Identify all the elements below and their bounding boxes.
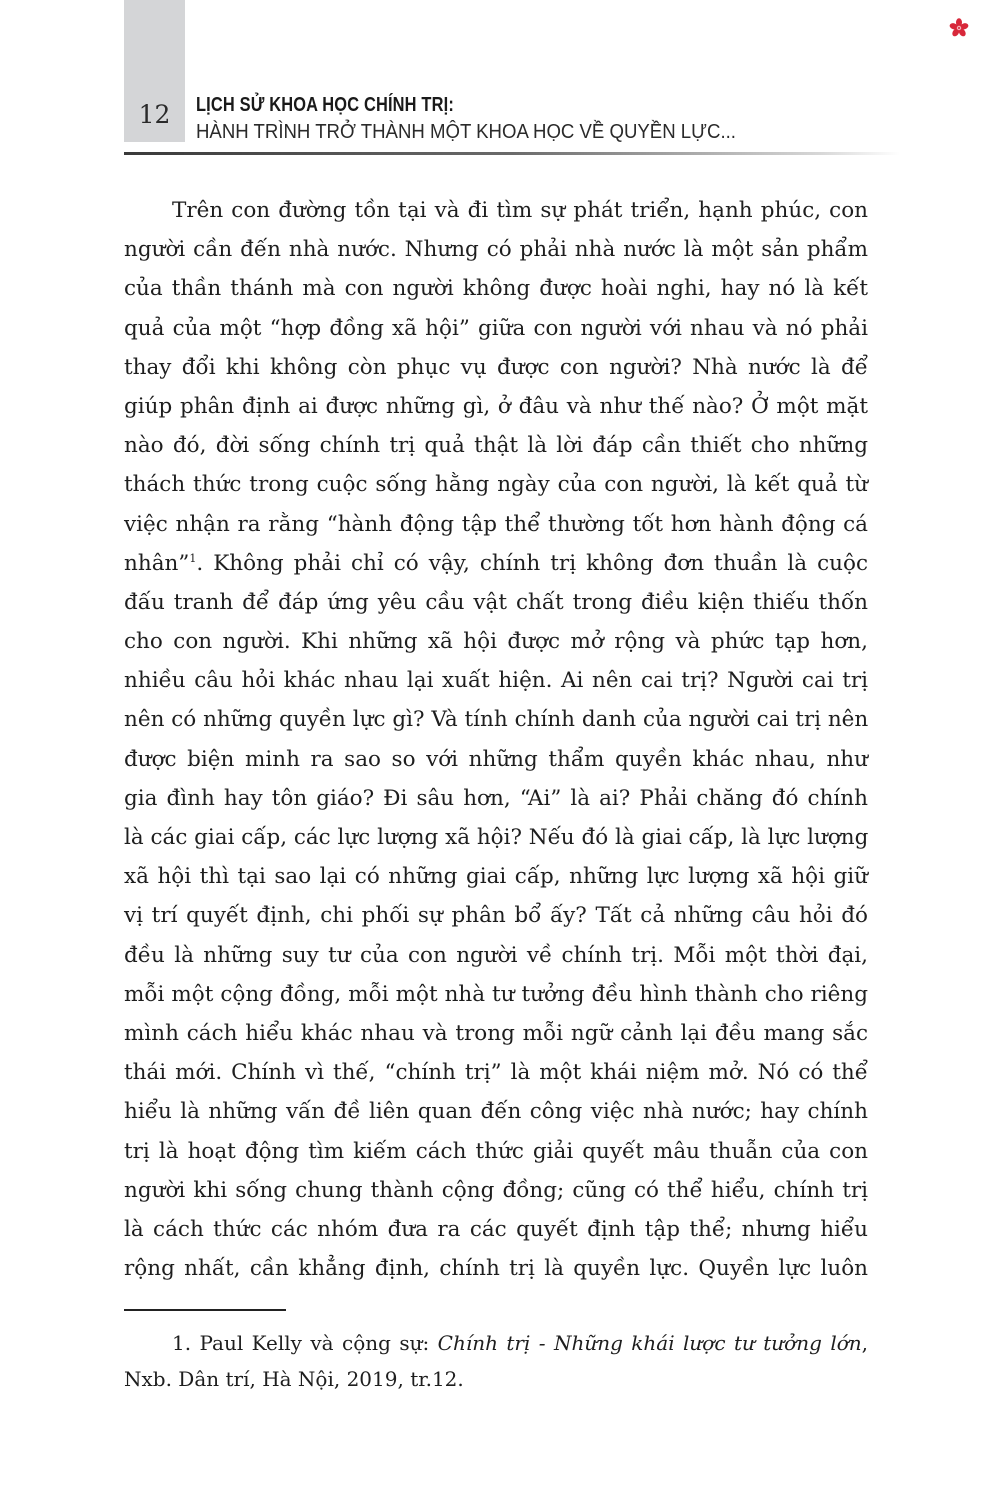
body-line: quả của một “hợp đồng xã hội” giữa con người với nhau và nó phải — [124, 315, 868, 341]
flower-icon — [949, 18, 969, 38]
body-line: nào đó, đời sống chính trị quả thật là lời đáp cần thiết cho những — [124, 433, 868, 459]
footnote-line-2: Nxb. Dân trí, Hà Nội, 2019, tr.12. — [124, 1367, 464, 1391]
footnote-comma: , — [861, 1331, 868, 1355]
running-header-title: LỊCH SỬ KHOA HỌC CHÍNH TRỊ: — [196, 94, 454, 116]
body-line: thái mới. Chính vì thế, “chính trị” là một khái niệm mở. Nó có thể — [124, 1060, 868, 1086]
body-line: là cách thức các nhóm đưa ra các quyết định tập thể; nhưng hiểu — [124, 1216, 868, 1242]
footnote-book-title: Chính trị - Những khái lược tư tưởng lớn — [437, 1331, 862, 1355]
body-line: thay đổi khi không còn phục vụ được con người? Nhà nước là để — [124, 354, 868, 380]
body-line: hiểu là những vấn đề liên quan đến công việc nhà nước; hay chính — [124, 1099, 868, 1125]
body-line: người khi sống chung thành cộng đồng; cũng có thể hiểu, chính trị — [124, 1177, 868, 1203]
footnote-separator — [124, 1309, 286, 1311]
body-line: vị trí quyết định, chi phối sự phân bổ ấy? Tất cả những câu hỏi đó — [124, 903, 868, 929]
body-line-start: nhân” — [124, 550, 190, 576]
running-header-subtitle: HÀNH TRÌNH TRỞ THÀNH MỘT KHOA HỌC VỀ QUYỀN LỰC... — [196, 121, 736, 143]
body-line: giúp phân định ai được những gì, ở đâu và như thế nào? Ở một mặt — [124, 393, 868, 419]
body-line: gia đình hay tôn giáo? Đi sâu hơn, “Ai” là ai? Phải chăng đó chính — [124, 785, 868, 811]
body-line-rest: . Không phải chỉ có vậy, chính trị không đơn thuần là cuộc — [196, 550, 868, 576]
body-line: việc nhận ra rằng “hành động tập thể thường tốt hơn hành động cá — [124, 511, 868, 537]
body-line: trị là hoạt động tìm kiếm cách thức giải quyết mâu thuẫn của con — [124, 1138, 868, 1164]
body-line: nhiều câu hỏi khác nhau lại xuất hiện. Ai nên cai trị? Người cai trị — [124, 668, 868, 694]
body-line: xã hội thì tại sao lại có những giai cấp, những lực lượng xã hội giữ — [124, 864, 868, 890]
footnote-marker: 1 — [189, 551, 197, 565]
body-line: của thần thánh mà con người không được hoài nghi, hay nó là kết — [124, 276, 868, 302]
body-line: mình cách hiểu khác nhau và trong mỗi ngữ cảnh lại đều mang sắc — [124, 1020, 868, 1046]
body-line: rộng nhất, cần khẳng định, chính trị là quyền lực. Quyền lực luôn — [124, 1256, 868, 1282]
body-line: nên có những quyền lực gì? Và tính chính danh của người cai trị nên — [124, 707, 869, 733]
body-line: đấu tranh để đáp ứng yêu cầu vật chất trong điều kiện thiếu thốn — [124, 589, 868, 615]
body-line: người cần đến nhà nước. Nhưng có phải nhà nước là một sản phẩm — [124, 237, 868, 263]
body-line: là các giai cấp, các lực lượng xã hội? Nếu đó là giai cấp, là lực lượng — [124, 825, 869, 850]
body-line: cho con người. Khi những xã hội được mở rộng và phức tạp hơn, — [124, 629, 868, 655]
body-line: Trên con đường tồn tại và đi tìm sự phát triển, hạnh phúc, con — [172, 198, 868, 223]
footnote-citation: 1. Paul Kelly và cộng sự: — [172, 1331, 438, 1355]
page-number: 12 — [138, 100, 171, 129]
body-line: được biện minh ra sao so với những thẩm quyền khác nhau, như — [124, 746, 868, 772]
body-line: đều là những suy tư của con người về chính trị. Mỗi một thời đại, — [124, 942, 868, 968]
body-line — [124, 544, 868, 583]
header-rule — [124, 152, 900, 155]
body-line: mỗi một cộng đồng, mỗi một nhà tư tưởng đều hình thành cho riêng — [124, 981, 868, 1007]
body-paragraph — [124, 191, 868, 1288]
body-line: thách thức trong cuộc sống hằng ngày của con người, là kết quả từ — [124, 472, 868, 498]
footnote-line-1 — [124, 1325, 868, 1361]
footnote — [124, 1325, 868, 1397]
